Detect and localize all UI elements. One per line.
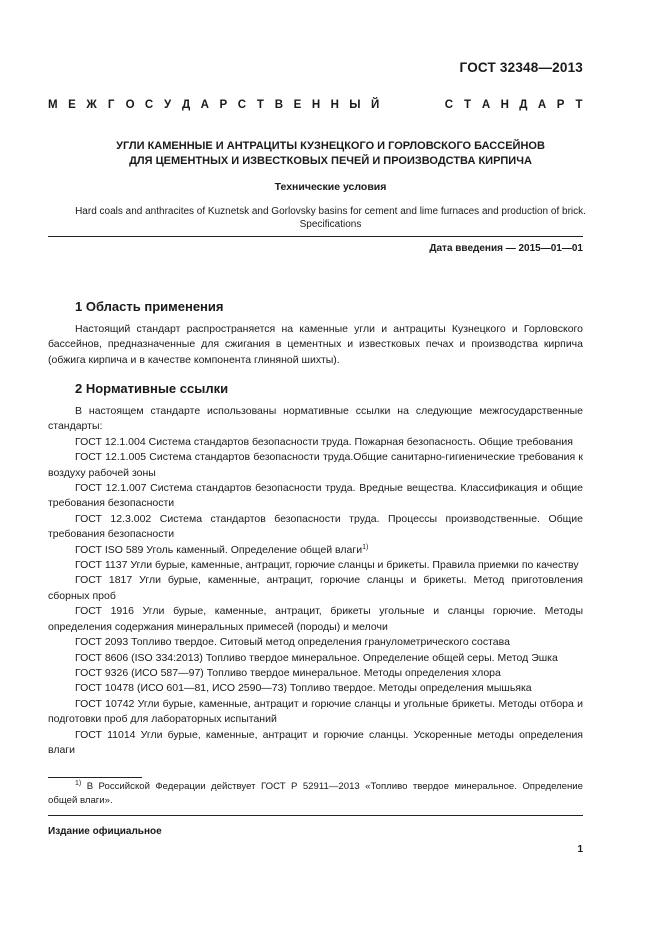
- title-line-1: УГЛИ КАМЕННЫЕ И АНТРАЦИТЫ КУЗНЕЦКОГО И ГОРЛОВСКОГО БАССЕЙНОВ: [116, 140, 545, 152]
- interstate-standard-banner: [48, 99, 583, 111]
- banner-letter: Н: [311, 99, 321, 111]
- banner-letter: С: [144, 99, 154, 111]
- banner-letter: У: [164, 99, 172, 111]
- title-divider: [48, 236, 583, 237]
- footnote-marker: 1): [362, 543, 369, 551]
- reference-item: ГОСТ 1137 Угли бурые, каменные, антрацит, горючие сланцы и брикеты. Правила приемки по качеству: [75, 559, 579, 572]
- banner-letter: [390, 99, 398, 111]
- banner-letter: О: [125, 99, 135, 111]
- footer-divider: [48, 815, 583, 816]
- section-2-body: [48, 404, 583, 758]
- reference-item: ГОСТ 10742 Угли бурые, каменные, антрацит и горючие сланцы и угольные брикеты. Методы отбора и подготовки проб для лабораторных испытаний: [48, 697, 583, 726]
- section-2-heading: 2 Нормативные ссылки: [75, 381, 229, 396]
- banner-letter: Е: [293, 99, 302, 111]
- subtitle: Технические условия: [274, 181, 387, 193]
- section-1-paragraph: Настоящий стандарт распространяется на каменные угли и антрациты Кузнецкого и Горловского бассейнов, предназначенные для сжигания в цементных и известковых печах и производства кирпича (обжига кирпича и в качестве компонента глиняной шихты).: [48, 323, 583, 366]
- banner-letter: Т: [463, 99, 471, 111]
- banner-letter: Н: [330, 99, 339, 111]
- reference-item: ГОСТ 12.1.005 Система стандартов безопасности труда.Общие санитарно-гигиенические требования к воздуху рабочей зоны: [48, 451, 583, 479]
- english-title-line-2: Specifications: [299, 219, 362, 230]
- banner-letter: Д: [182, 99, 191, 111]
- reference-item-text: ГОСТ ISO 589 Уголь каменный. Определение общей влаги: [75, 543, 363, 556]
- reference-item: ГОСТ 1817 Угли бурые, каменные, антрацит, горючие сланцы и брикеты. Метод приготовления сборных проб: [48, 574, 583, 602]
- banner-letter: Т: [256, 99, 264, 111]
- official-publication-label: Издание официальное: [48, 826, 162, 837]
- banner-letter: А: [200, 99, 209, 111]
- footnote: [48, 780, 583, 808]
- banner-letter: Ы: [349, 99, 361, 111]
- reference-item: ГОСТ 1916 Угли бурые, каменные, антрацит, брикеты угольные и сланцы горючие. Методы определения содержания минеральных примесей (породы) и мелочи: [48, 605, 583, 633]
- banner-letter: С: [237, 99, 246, 111]
- standard-code: ГОСТ 32348—2013: [459, 60, 583, 75]
- section-2-intro: В настоящем стандарте использованы нормативные ссылки на следующие межгосударственные стандарты:: [48, 405, 583, 433]
- banner-letter: Ж: [86, 99, 97, 111]
- banner-letter: А: [481, 99, 491, 111]
- footnote-marker: 1): [75, 780, 82, 787]
- banner-letter: В: [274, 99, 284, 111]
- title-line-2: ДЛЯ ЦЕМЕНТНЫХ И ИЗВЕСТКОВЫХ ПЕЧЕЙ И ПРОИЗВОДСТВА КИРПИЧА: [129, 155, 532, 167]
- banner-letter: Р: [219, 99, 228, 111]
- footnote-text: В Российской Федерации действует ГОСТ Р 52911—2013 «Топливо твердое минеральное. Определение общей влаги».: [48, 781, 584, 806]
- banner-letter: Н: [500, 99, 509, 111]
- reference-item: ГОСТ 12.1.004 Система стандартов безопасности труда. Пожарная безопасность. Общие требования: [75, 435, 573, 448]
- banner-letter: А: [537, 99, 547, 111]
- banner-letter: Т: [575, 99, 583, 111]
- section-1-heading: 1 Область применения: [75, 299, 224, 314]
- banner-letter: М: [48, 99, 58, 111]
- reference-item: ГОСТ 12.3.002 Система стандартов безопасности труда. Процессы производственные. Общие требования безопасности: [48, 512, 583, 541]
- banner-letter: Й: [370, 99, 380, 111]
- reference-item: ГОСТ 8606 (ISO 334:2013) Топливо твердое минеральное. Определение общей серы. Метод Эшка: [75, 651, 558, 664]
- footnote-divider: [48, 777, 142, 778]
- section-1-body: [48, 322, 583, 368]
- banner-letter: С: [444, 99, 454, 111]
- page-number: 1: [577, 844, 583, 855]
- banner-letter: Г: [107, 99, 115, 111]
- banner-letter: Р: [556, 99, 565, 111]
- reference-item: ГОСТ 2093 Топливо твердое. Ситовый метод определения гранулометрического состава: [75, 636, 510, 649]
- reference-item-with-footnote: [48, 543, 583, 558]
- reference-item: ГОСТ 12.1.007 Система стандартов безопасности труда. Вредные вещества. Классификация и общие требования безопасности: [48, 482, 583, 510]
- banner-letter: Е: [68, 99, 76, 111]
- reference-item: ГОСТ 10478 (ИСО 601—81, ИСО 2590—73) Топливо твердое. Методы определения мышьяка: [75, 682, 532, 695]
- banner-letter: Д: [519, 99, 528, 111]
- reference-item: ГОСТ 9326 (ИСО 587—97) Топливо твердое минеральное. Методы определения хлора: [75, 666, 501, 679]
- banner-letter: [426, 99, 434, 111]
- banner-letter: [408, 99, 416, 111]
- introduction-date: Дата введения — 2015—01—01: [429, 243, 583, 254]
- reference-item: ГОСТ 11014 Угли бурые, каменные, антрацит и горючие сланцы. Ускоренные методы определения влаги: [48, 728, 583, 756]
- english-title-line-1: Hard coals and anthracites of Kuznetsk and Gorlovsky basins for cement and lime furnaces and production of brick.: [75, 206, 586, 217]
